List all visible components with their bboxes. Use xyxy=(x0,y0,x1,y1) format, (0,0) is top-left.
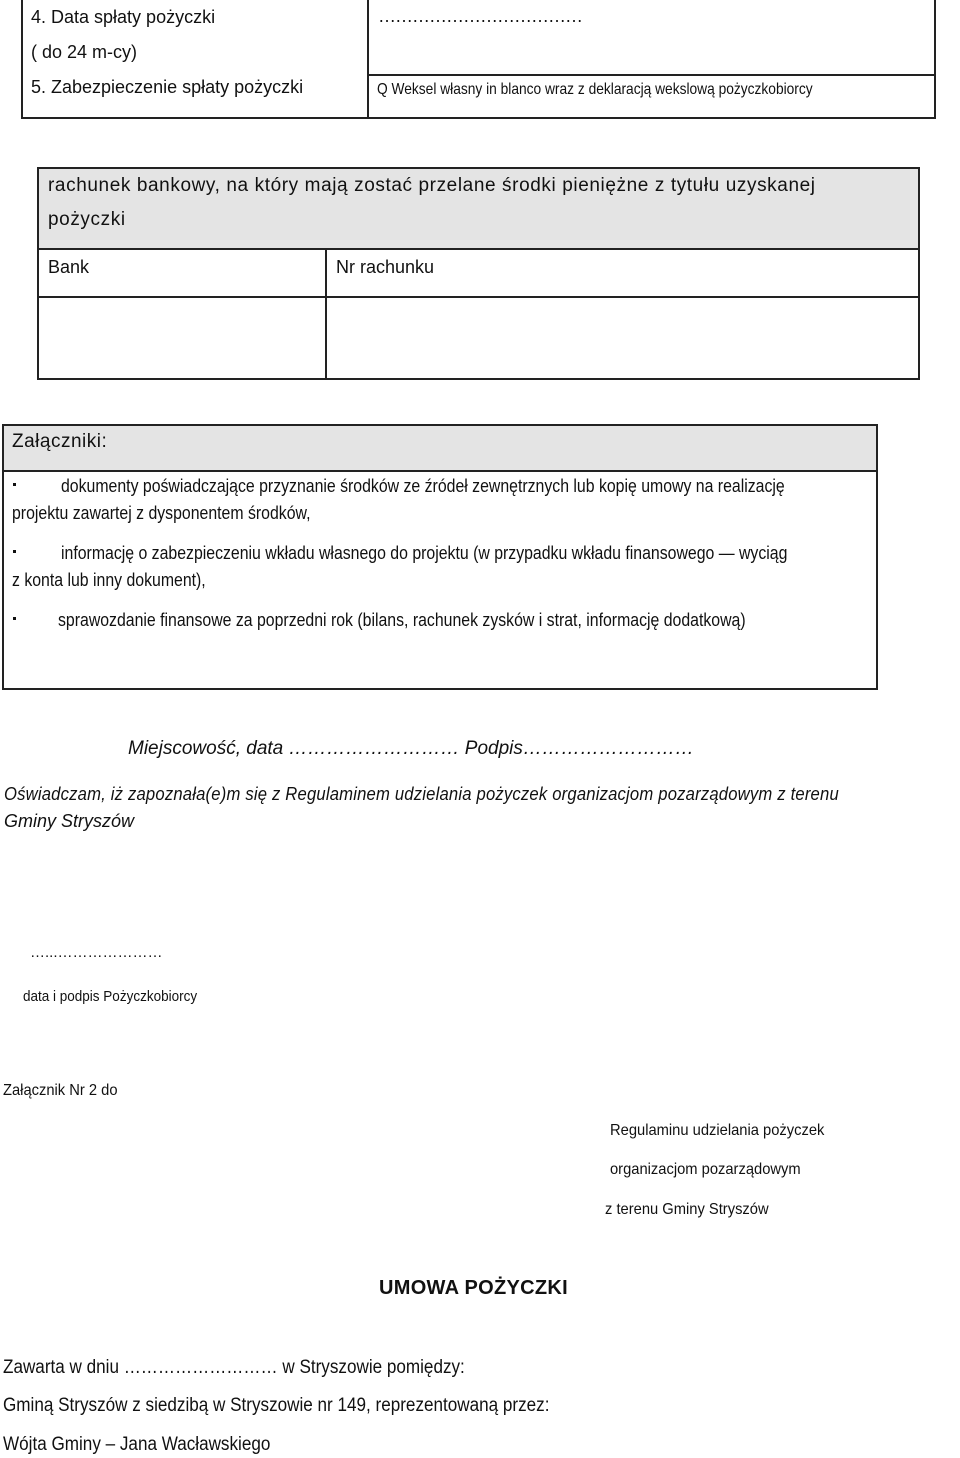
annex-label: Załącznik Nr 2 do xyxy=(3,1082,118,1099)
attachment-item-1: dokumenty poświadczające przyznanie środków ze źródeł zewnętrznych lub kopię umowy na realizację xyxy=(61,476,785,496)
attachment-item-1-cont: projektu zawartej z dysponentem środków, xyxy=(12,503,311,523)
bullet-icon xyxy=(13,550,16,553)
contract-party-line: Gminą Stryszów z siedzibą w Stryszowie nr 149, reprezentowaną przez: xyxy=(3,1395,550,1416)
declaration-text-cont: Gminy Stryszów xyxy=(4,811,135,831)
attachments-title: Załączniki: xyxy=(12,431,108,452)
regulation-title-line1: Regulaminu udzielania pożyczek xyxy=(610,1122,825,1139)
account-number-field[interactable] xyxy=(327,298,918,378)
bullet-icon xyxy=(13,483,16,486)
bank-account-heading: rachunek bankowy, na który mają zostać przelane środki pieniężne z tytułu uzyskanej xyxy=(48,175,816,196)
attachments-header-divider xyxy=(2,470,878,472)
attachments-header xyxy=(4,426,876,470)
security-value[interactable]: Q Weksel własny in blanco wraz z deklaracją wekslową pożyczkobiorcy xyxy=(377,81,813,98)
account-number-label: Nr rachunku xyxy=(336,257,435,277)
attachment-item-2-cont: z konta lub inny dokument), xyxy=(12,570,206,590)
bank-name-label: Bank xyxy=(48,257,90,277)
table-row-divider xyxy=(367,74,936,76)
bank-account-heading-cont: pożyczki xyxy=(48,209,126,230)
attachment-item-2: informację o zabezpieczeniu wkładu własnego do projektu (w przypadku wkładu finansowego — wyciąg xyxy=(61,543,788,563)
bullet-icon xyxy=(13,617,16,620)
table-column-divider xyxy=(367,0,369,119)
regulation-title-line2: organizacjom pozarządowym xyxy=(610,1161,801,1178)
bank-header-divider xyxy=(37,248,920,250)
date-signature-label: data i podpis Pożyczkobiorcy xyxy=(23,988,198,1005)
regulation-title-line3: z terenu Gminy Stryszów xyxy=(605,1201,769,1218)
signature-dots: …...………………… xyxy=(30,944,163,961)
declaration-text: Oświadczam, iż zapoznała(e)m się z Regulaminem udzielania pożyczek organizacjom pozarządowym z terenu xyxy=(4,784,839,804)
security-label: 5. Zabezpieczenie spłaty pożyczki xyxy=(31,77,304,97)
repayment-term-label: ( do 24 m-cy) xyxy=(31,42,138,62)
place-date-signature-line: Miejscowość, data ……………………… Podpis……………………… xyxy=(128,738,694,759)
contract-title: UMOWA POŻYCZKI xyxy=(379,1277,569,1299)
repayment-date-value[interactable]: ……………………………… xyxy=(378,6,582,26)
repayment-date-label: 4. Data spłaty pożyczki xyxy=(31,7,216,27)
contract-date-line: Zawarta w dniu ……………………… w Stryszowie pomiędzy: xyxy=(3,1357,465,1378)
bank-name-field[interactable] xyxy=(39,298,325,378)
contract-representative-line: Wójta Gminy – Jana Wacławskiego xyxy=(3,1434,271,1455)
attachment-item-3: sprawozdanie finansowe za poprzedni rok (bilans, rachunek zysków i strat, informację dodatkową) xyxy=(58,610,746,630)
